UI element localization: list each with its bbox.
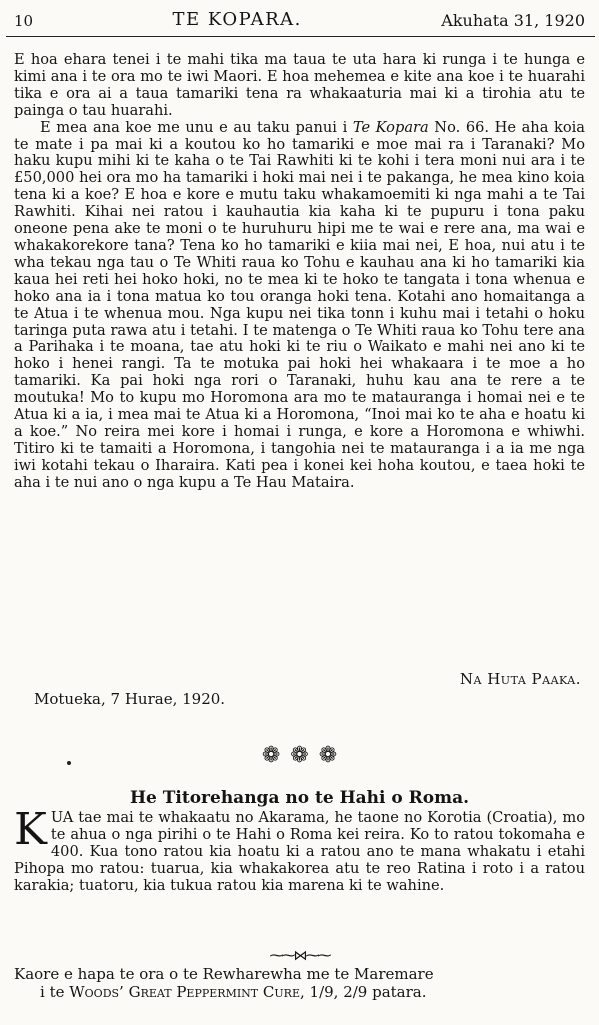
letter-paragraph-2-start: E mea ana koe me unu e au taku panui i (40, 118, 353, 136)
fleuron-icon: ❁ (290, 743, 309, 768)
page-number: 10 (14, 12, 34, 30)
fleuron-icon: ❁ (261, 743, 281, 768)
journal-name: Te Kopara (352, 118, 429, 136)
newspaper-title: TE KOPARA. (172, 9, 302, 30)
article-text: UA tae mai te whakaatu no Akarama, he taone no Korotia (Croatia), mo te ahua o nga pirihi o te Hahi o Roma kei reira. Ko to ratou tokomaha e 400. Kua tono ratou kia hoatu ki a ratou ano te mana whakatu i etahi Pihopa mo ratou: tuarua, kia whakakorea atu te reo Ratina i roto i a ratou karakia; tuatoru, kia tukua ratou kia marena ki te wahine. (14, 809, 585, 894)
place-date: Motueka, 7 Hurae, 1920. (34, 690, 226, 708)
advertisement (14, 966, 585, 1001)
letter-paragraph-2-rest: No. 66. He aha koia te mate i pa mai ki a koutou ko ho tamariki e moe mai ra i Taranaki? Mo haku kupu mihi ki te kaha o te Tai Rawhiti ki te kohi i tera moni nui ara i te £50,000 hei ora mo ha tamariki i hoki mai nei i te pakanga, he mea kino koia tena ki a koe? E hoa e kore e mutu taku whakamoemiti ki nga mahi a te Tai Rawhiti. Kihai nei ratou i kauhautia kia kaha ki te pupuru i tona paku oneone pena ake te moni o te huruhuru hipi me te wai e rere ana, ma wai e whakakorekore tana? Tena ko ho tamariki e kiia mai nei, E hoa, nui atu i te wha tekau nga tau o Te Whiti raua ko Tohu e kauhau ana ki ho tamariki kia kaua hei reti hei hoko hoki, no te mea ki te hoko te tangata i tona whenua e hoko ana ia i tona matua ko tou oranga hoki tena. Kotahi ano homaitanga a te Atua i te whenua mou. Nga kupu nei tika tonn i kuhu mai i tetahi o hoku taringa puta rawa atu i tetahi. I te matenga o Te Whiti raua ko Tohu tere ana a Parihaka i te moana, tae atu hoki ki te riu o Waikato e mahi nei ano ki te hoko i henei rangi. Ta te motuka pai hoki hei whakaara i te moe a ho tamariki. Ka pai hoki nga rori o Taranaki, huhu kau ana te rere a te moutuka! Mo to kupu mo Horomona ara mo te matauranga i homai nei e te Atua ki a ia, i mea mai te Atua ki a Horomona, “Inoi mai ko te aha e hoatu ki a koe.” No reira mei kore i homai i runga, e kore a Horomona e whiwhi. Titiro ki te tamaiti a Horomona, i tangohia nei te matauranga i a ia me nga iwi kotahi tekau o Iharaira. Kati pea i konei kei hoha koutou, e taea hoki te aha i te nui ano o nga kupu a Te Hau Mataira. (14, 118, 585, 491)
drop-cap: K (14, 804, 47, 855)
advert-line-1: Kaore e hapa te ora o te Rewharewha me te Maremare (14, 965, 434, 983)
letter-paragraph-2 (14, 120, 585, 492)
advert-prefix: i te (40, 982, 70, 1001)
issue-date: Akuhata 31, 1920 (441, 11, 585, 30)
article-heading: He Titorehanga no te Hahi o Roma. (129, 788, 470, 808)
letter-body (14, 52, 585, 492)
header-rule (6, 36, 595, 37)
section-divider (0, 745, 599, 767)
letter-signoff (14, 670, 581, 716)
advert-price: , 1/9, 2/9 patara. (299, 982, 427, 1001)
page-header (14, 4, 585, 30)
advert-line-2 (14, 984, 585, 1002)
letter-paragraph-1: E hoa ehara tenei i te mahi tika ma taua te uta hara ki runga i te hunga e kimi ana i te ora mo te iwi Maori. E hoa mehemea e kite ana koe i te huarahi tika e ora ai a taua tamariki tena ra whakaaturia mai ki a tirohia atu te painga o tau huarahi. (14, 51, 585, 119)
fleuron-icon: ❁ (318, 743, 338, 768)
article-body (14, 804, 585, 895)
product-name: Woods’ Great Peppermint Cure (69, 982, 300, 1001)
author-signature: Na Huta Paaka. (459, 670, 581, 688)
ornament-divider-icon: ⁓⁓⋈⁓⁓ (269, 948, 330, 964)
